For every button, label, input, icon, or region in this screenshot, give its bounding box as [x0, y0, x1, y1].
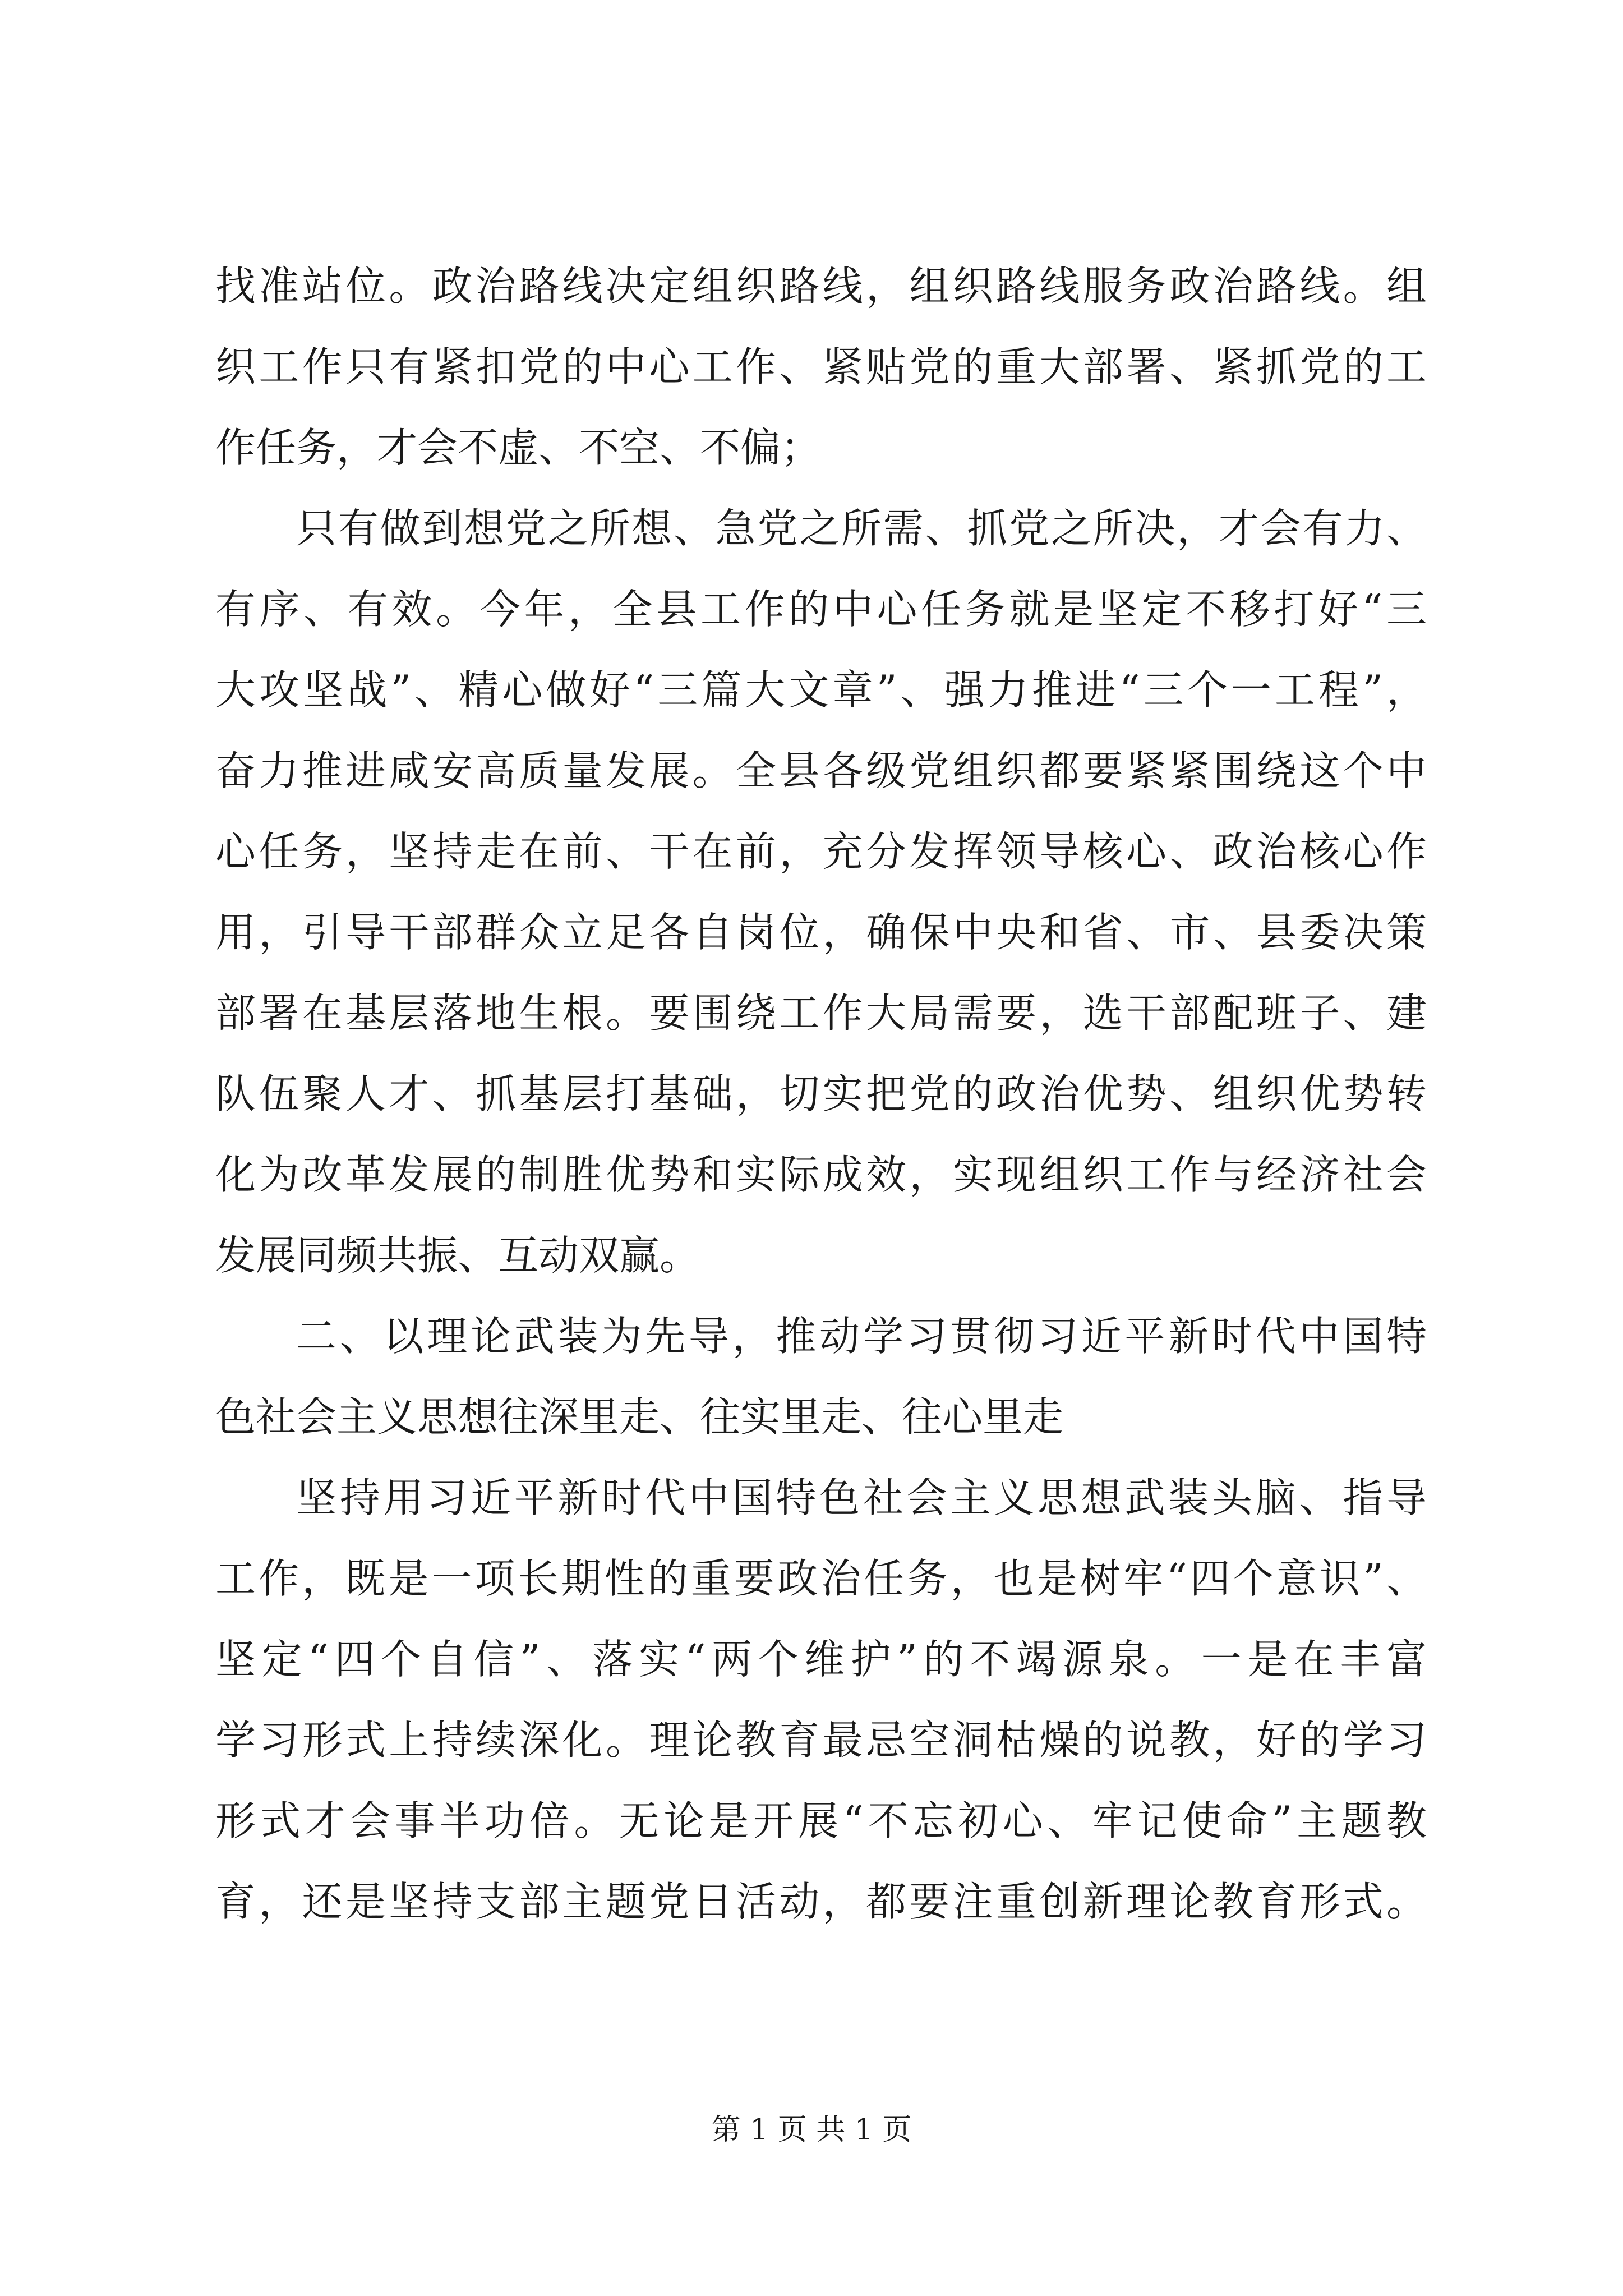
paragraph-first-line: 只有做到想党之所想、急党之所需、抓党之所决，才会有力、	[296, 505, 1427, 552]
text-line: 队伍聚人才、抓基层打基础，切实把党的政治优势、组织优势转	[215, 1070, 1427, 1117]
text-line: 工作，既是一项长期性的重要政治任务，也是树牢“四个意识”、	[215, 1555, 1427, 1602]
text-line: 部署在基层落地生根。要围绕工作大局需要，选干部配班子、建	[215, 990, 1427, 1037]
text-line: 坚定“四个自信”、落实“两个维护”的不竭源泉。一是在丰富	[215, 1636, 1427, 1683]
page-footer: 第 1 页 共 1 页	[711, 2113, 912, 2147]
text-line: 心任务，坚持走在前、干在前，充分发挥领导核心、政治核心作	[215, 828, 1427, 875]
paragraph-first-line: 坚持用习近平新时代中国特色社会主义思想武装头脑、指导	[296, 1474, 1427, 1521]
text-line: 育，还是坚持支部主题党日活动，都要注重创新理论教育形式。	[215, 1878, 1427, 1925]
text-line: 发展同频共振、互动双赢。	[215, 1232, 700, 1279]
text-line: 织工作只有紧扣党的中心工作、紧贴党的重大部署、紧抓党的工	[215, 343, 1427, 390]
text-line: 用，引导干部群众立足各自岗位，确保中央和省、市、县委决策	[215, 909, 1427, 956]
text-line: 找准站位。政治路线决定组织路线，组织路线服务政治路线。组	[215, 263, 1427, 310]
text-line: 化为改革发展的制胜优势和实际成效，实现组织工作与经济社会	[215, 1151, 1427, 1198]
text-line: 作任务，才会不虚、不空、不偏；	[215, 424, 822, 471]
text-line: 有序、有效。今年，全县工作的中心任务就是坚定不移打好“三	[215, 586, 1427, 633]
text-line: 形式才会事半功倍。无论是开展“不忘初心、牢记使命”主题教	[215, 1797, 1427, 1844]
text-line: 奋力推进咸安高质量发展。全县各级党组织都要紧紧围绕这个中	[215, 747, 1427, 794]
text-line: 大攻坚战”、精心做好“三篇大文章”、强力推进“三个一工程”，	[215, 666, 1427, 714]
text-line: 学习形式上持续深化。理论教育最忌空洞枯燥的说教，好的学习	[215, 1717, 1427, 1764]
section-heading-line: 色社会主义思想往深里走、往实里走、往心里走	[215, 1393, 1064, 1441]
section-heading-line: 二、以理论武装为先导，推动学习贯彻习近平新时代中国特	[296, 1313, 1427, 1360]
